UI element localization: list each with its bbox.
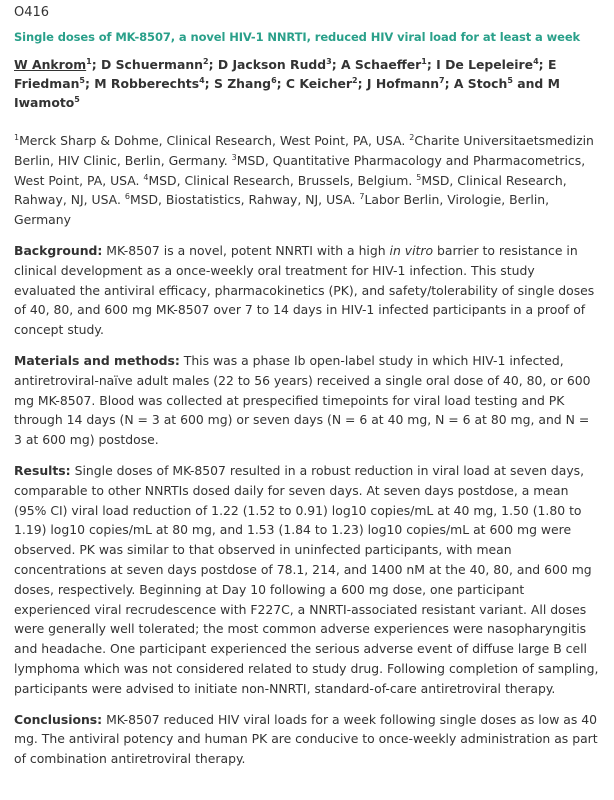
author-affiliation-mark: 7 <box>439 76 445 85</box>
author-name: M Iwamoto <box>14 76 560 110</box>
author-affiliation-mark: 1 <box>421 57 427 66</box>
affiliation-mark: 2 <box>409 133 415 142</box>
methods-section <box>14 351 600 450</box>
affiliation-mark: 6 <box>124 192 130 202</box>
affiliation-text: Charite Universitaetsmedizin Berlin, HIV Clinic, Berlin, Germany. <box>14 133 594 168</box>
results-section <box>14 461 600 699</box>
background-italic: in vitro <box>389 242 434 258</box>
author-name: A Stoch <box>453 76 508 91</box>
author-name: D Jackson Rudd <box>217 57 327 72</box>
author-affiliation-mark: 4 <box>533 57 539 66</box>
author-final-separator: and <box>512 76 548 91</box>
author-affiliation-mark: 5 <box>507 76 513 85</box>
author-name: A Schaeffer <box>340 57 422 72</box>
author-separator: ; <box>276 76 286 91</box>
author-separator: ; <box>91 57 102 72</box>
author-name: C Keicher <box>285 76 353 91</box>
author-name: E Friedman <box>14 57 557 91</box>
author-name: J Hofmann <box>366 76 440 91</box>
background-text-1: MK-8507 is a novel, potent NNRTI with a high <box>102 242 390 258</box>
author-separator: ; <box>331 57 341 72</box>
author-list <box>14 55 600 112</box>
author-affiliation-mark: 6 <box>271 76 277 85</box>
affiliation-mark: 7 <box>359 192 365 202</box>
results-text: Single doses of MK-8507 resulted in a robust reduction in viral load at seven days, comparable to other NNRTIs dosed daily for seven days. At seven days postdose, a mean (95% CI) viral load reduction of 1.22 (1.52 to 0.91) log10 copies/mL at 40 mg, 1.50 (1.80 to 1.19) log10 copies/mL at 80 mg, and 1.53 (1.84 to 1.23) log10 copies/mL at 600 mg were observed. PK was similar to that observed in uninfected participants, with mean concentrations at seven days postdose of 78.1, 214, and 1400 nM at the 40, 80, and 600 mg doses, respectively. Beginning at Day 10 following a 600 mg dose, one participant experienced viral recrudescence with F227C, a NNRTI-associated resistant variant. All doses were generally well tolerated; the most common adverse experiences were nasopharyngitis and headache. One participant experienced the serious adverse event of diffuse large B cell lymphoma which was not considered related to study drug. Following completion of sampling, participants were advised to initiate non-NNRTI, standard-of-care antiretroviral therapy. <box>14 462 599 696</box>
author-separator: ; <box>208 57 218 72</box>
results-heading: Results: <box>14 462 71 478</box>
author-affiliation-mark: 2 <box>352 76 358 85</box>
author-name: M Robberechts <box>94 76 200 91</box>
author-separator: ; <box>84 76 95 91</box>
conclusions-section <box>14 710 600 769</box>
affiliation-text: Merck Sharp & Dohme, Clinical Research, West Point, PA, USA. <box>19 133 406 148</box>
author-affiliation-mark: 4 <box>199 76 205 85</box>
affiliation-text: MSD, Clinical Research, Rahway, NJ, USA. <box>14 172 567 208</box>
background-heading: Background: <box>14 242 103 258</box>
author-separator: ; <box>444 76 454 91</box>
conclusions-text: MK-8507 reduced HIV viral loads for a week following single doses as low as 40 mg. The antiviral potency and human PK are conducive to once-weekly administration as part of combination antiretroviral therapy. <box>14 711 598 767</box>
affiliation-text: MSD, Biostatistics, Rahway, NJ, USA. <box>129 192 356 208</box>
methods-heading: Materials and methods: <box>14 352 180 368</box>
author-name: W Ankrom <box>14 57 87 72</box>
methods-text: This was a phase Ib open-label study in which HIV-1 infected, antiretroviral-naïve adult males (22 to 56 years) received a single oral dose of 40, 80, or 600 mg MK-8507. Blood was collected at prespecified timepoints for viral load testing and PK through 14 days (N = 3 at 600 mg) or seven days (N = 6 at 40 mg, N = 6 at 80 mg, and N = 3 at 600 mg) postdose. <box>14 352 591 448</box>
author-separator: ; <box>357 76 367 91</box>
author-separator: ; <box>204 76 214 91</box>
author-name: I De Lepeleire <box>436 57 534 72</box>
author-affiliation-mark: 3 <box>326 57 332 66</box>
affiliation-mark: 1 <box>14 133 20 142</box>
affiliation-mark: 4 <box>143 172 149 182</box>
affiliation-list <box>14 131 600 230</box>
author-affiliation-mark: 5 <box>79 76 85 85</box>
abstract-title: Single doses of MK-8507, a novel HIV-1 NNRTI, reduced HIV viral load for at least a week <box>14 30 581 44</box>
background-section <box>14 241 600 340</box>
author-separator: ; <box>426 57 437 72</box>
abstract-code: O416 <box>14 5 50 20</box>
author-name: S Zhang <box>213 76 272 91</box>
author-affiliation-mark: 1 <box>86 57 92 66</box>
affiliation-mark: 5 <box>416 172 422 182</box>
author-affiliation-mark: 2 <box>202 57 209 66</box>
conclusions-heading: Conclusions: <box>14 711 103 727</box>
author-affiliation-mark: 5 <box>74 95 80 104</box>
author-name: D Schuermann <box>101 57 203 72</box>
affiliation-mark: 3 <box>231 152 237 162</box>
affiliation-text: MSD, Clinical Research, Brussels, Belgium. <box>148 172 413 188</box>
background-text-2: barrier to resistance in clinical development as a once-weekly oral treatment for HIV-1 infection. This study evaluated the antiviral efficacy, pharmacokinetics (PK), and safety/tolerability of single doses of 40, 80, and 600 mg MK-8507 over 7 to 14 days in HIV-1 infected participants in a proof of concept study. <box>14 242 595 338</box>
affiliation-text: Labor Berlin, Virologie, Berlin, Germany <box>14 192 550 228</box>
author-separator: ; <box>538 57 548 72</box>
affiliation-text: MSD, Quantitative Pharmacology and Pharmacometrics, West Point, PA, USA. <box>14 152 586 188</box>
